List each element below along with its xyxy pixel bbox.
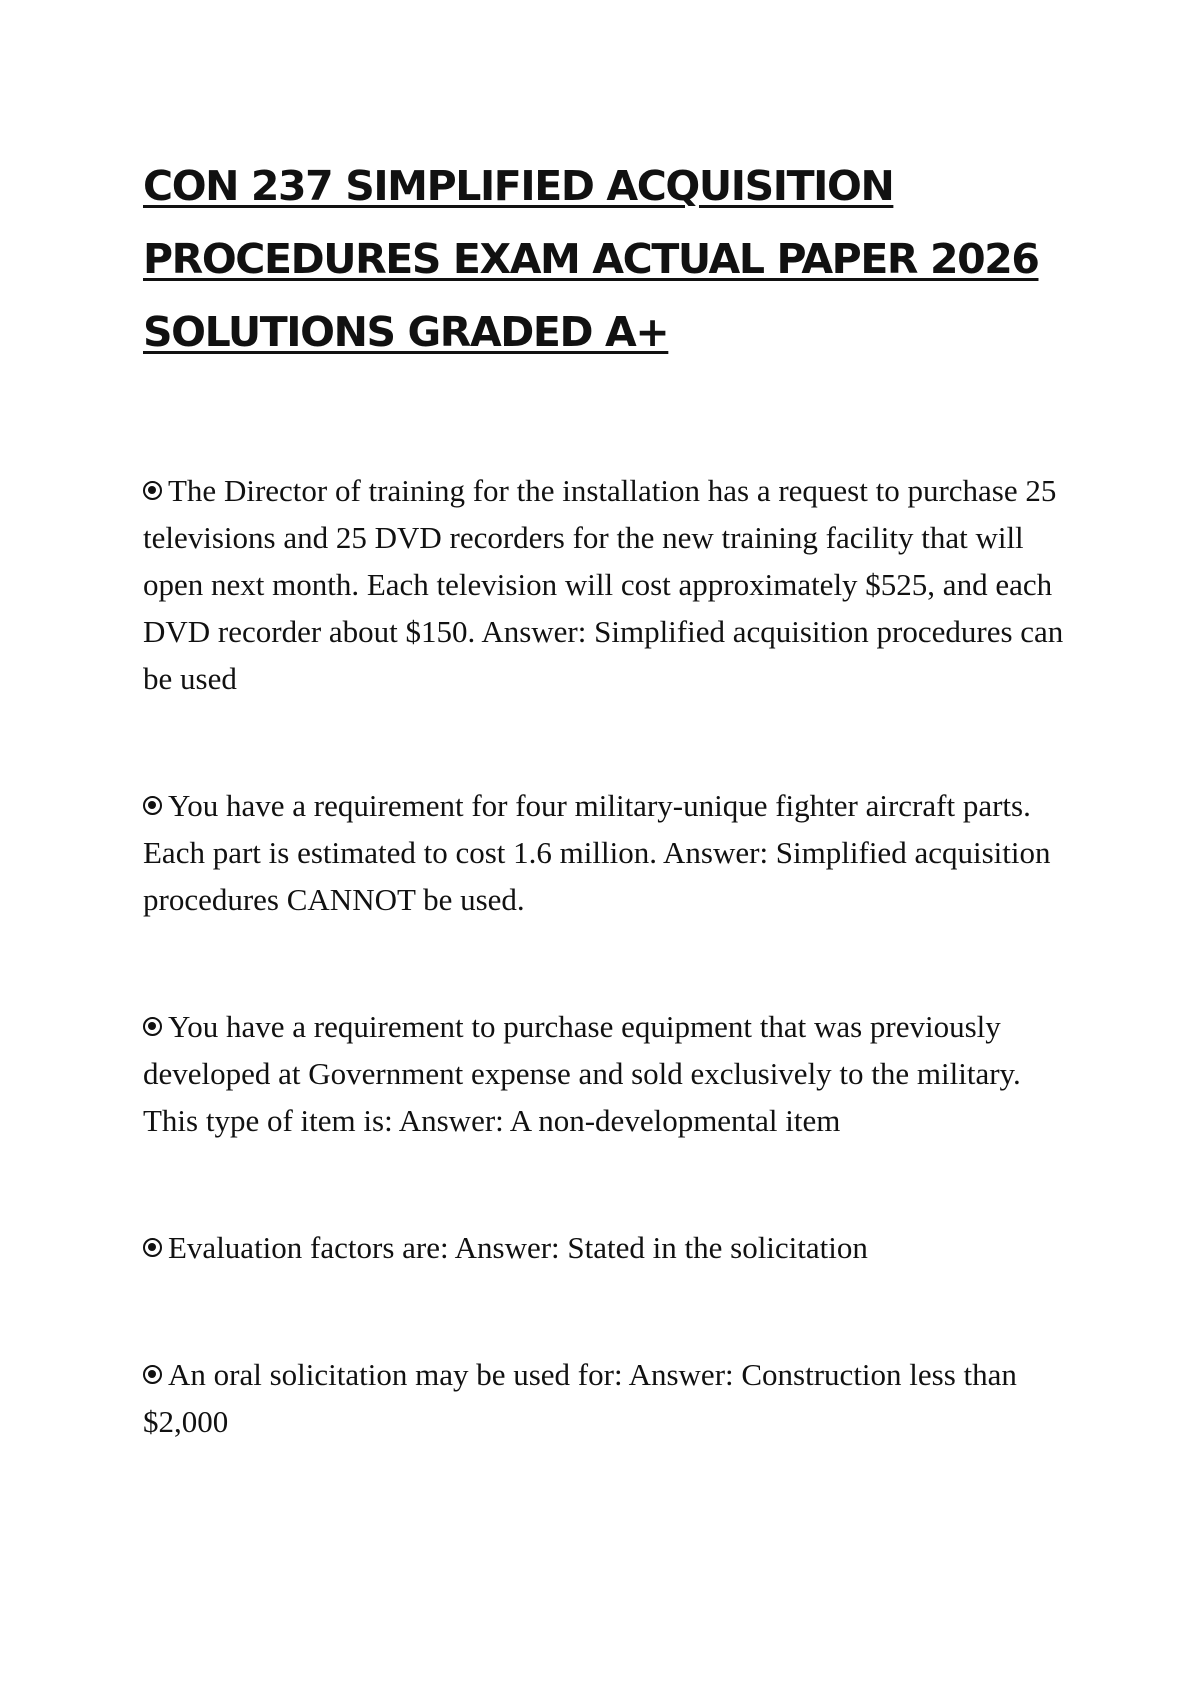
radio-bullet-icon bbox=[143, 796, 162, 815]
qa-item-2 bbox=[143, 782, 1083, 923]
qa-item-text: An oral solicitation may be used for: Answer: Construction less than $2,000 bbox=[143, 1357, 1017, 1439]
qa-item-4 bbox=[143, 1224, 1083, 1271]
document-title bbox=[143, 150, 1083, 369]
qa-item-text: You have a requirement to purchase equipment that was previously developed at Government expense and sold exclusively to the military. This type of item is: Answer: A non-developmental item bbox=[143, 1009, 1021, 1138]
radio-bullet-icon bbox=[143, 1238, 162, 1257]
qa-item-3 bbox=[143, 1003, 1083, 1144]
radio-bullet-icon bbox=[143, 481, 162, 500]
title-line-2: PROCEDURES EXAM ACTUAL PAPER 2026 bbox=[143, 235, 1039, 283]
qa-item-1 bbox=[143, 467, 1083, 702]
title-line-1: CON 237 SIMPLIFIED ACQUISITION bbox=[143, 162, 894, 210]
question-answer-list bbox=[143, 467, 1083, 1445]
qa-item-text: Evaluation factors are: Answer: Stated in the solicitation bbox=[168, 1230, 868, 1265]
title-line-3: SOLUTIONS GRADED A+ bbox=[143, 308, 669, 356]
radio-bullet-icon bbox=[143, 1365, 162, 1384]
qa-item-text: You have a requirement for four military-unique fighter aircraft parts. Each part is estimated to cost 1.6 million. Answer: Simplified acquisition procedures CANNOT be used. bbox=[143, 788, 1051, 917]
qa-item-text: The Director of training for the installation has a request to purchase 25 televisions and 25 DVD recorders for the new training facility that will open next month. Each television will cost approximately $525, and each DVD recorder about $150. Answer: Simplified acquisition procedures can be used bbox=[143, 473, 1064, 696]
qa-item-5 bbox=[143, 1351, 1083, 1445]
document-page bbox=[143, 150, 1083, 1445]
radio-bullet-icon bbox=[143, 1017, 162, 1036]
